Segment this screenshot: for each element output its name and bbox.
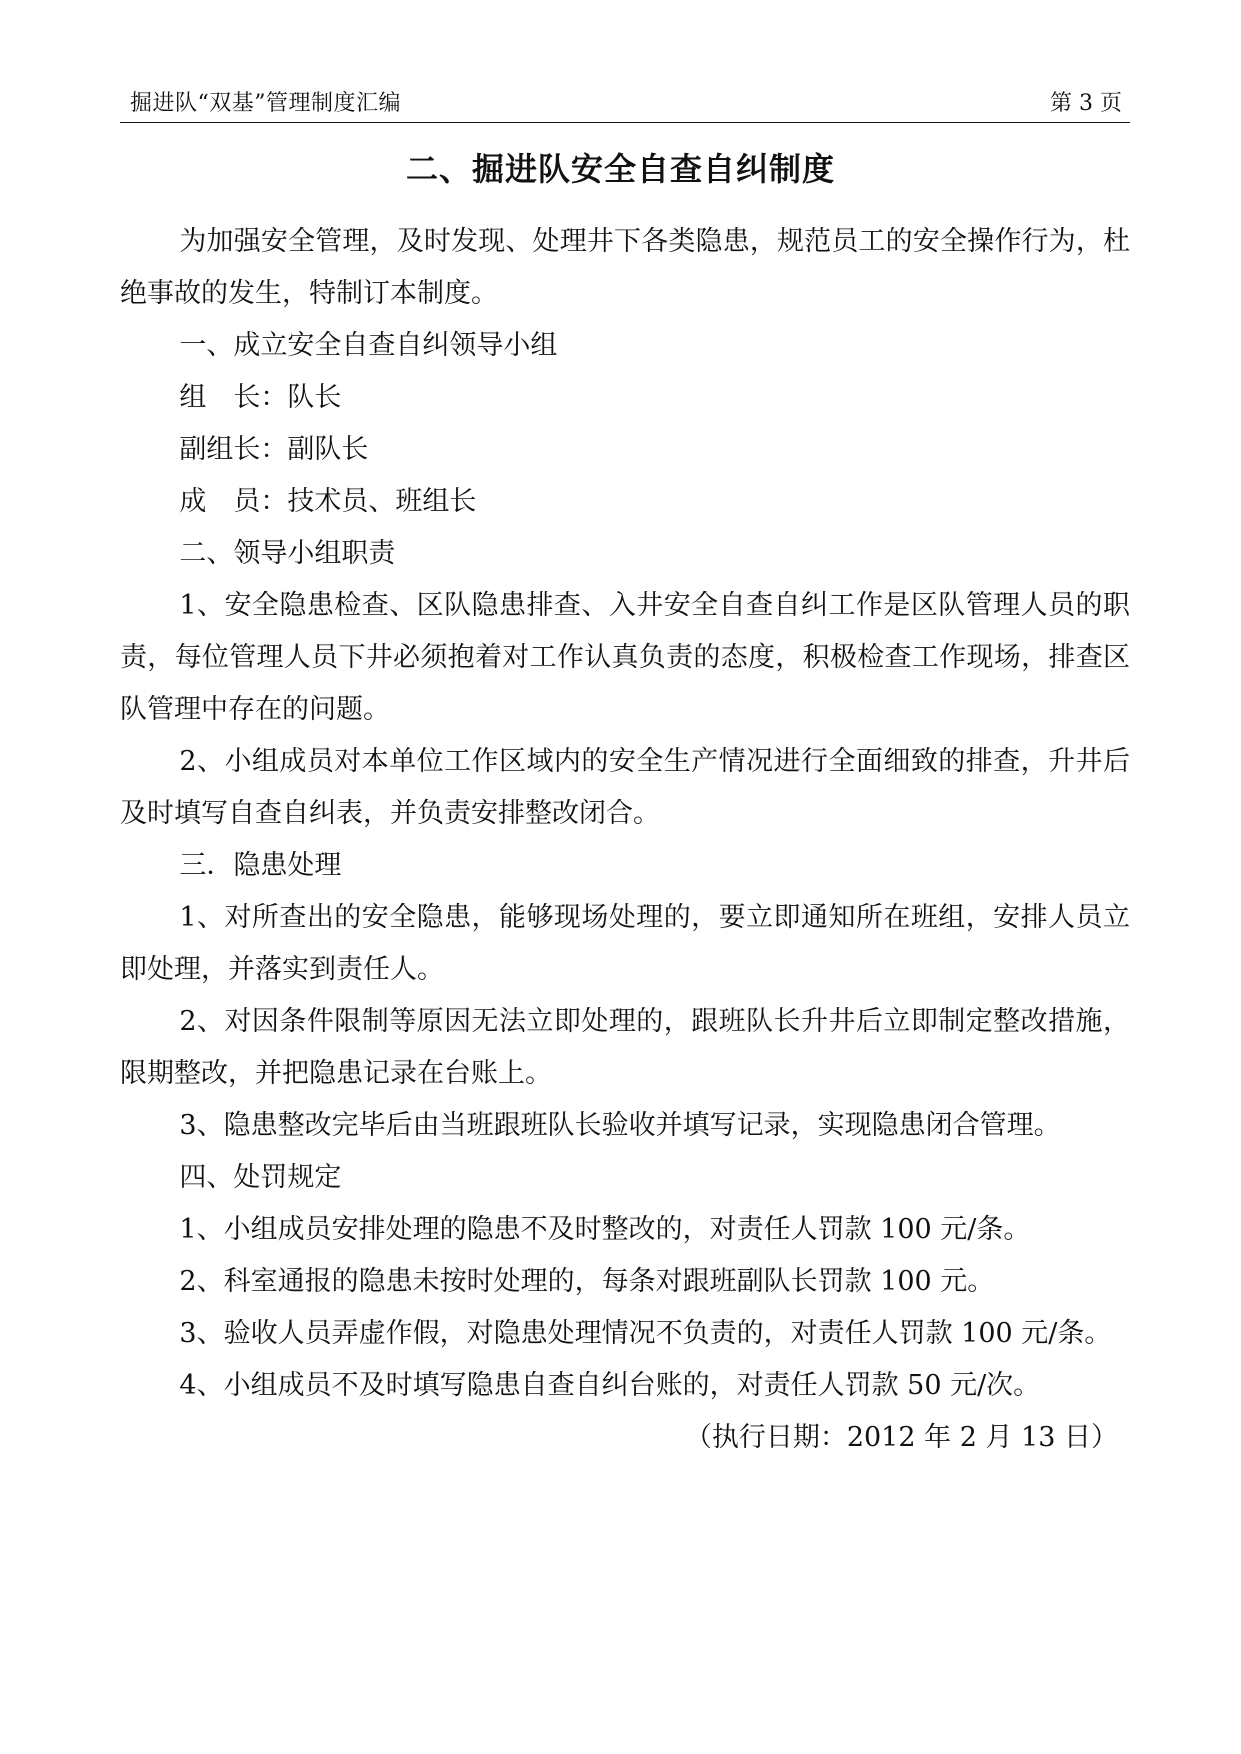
hazard-item-2: 2、对因条件限制等原因无法立即处理的，跟班队长升井后立即制定整改措施，限期整改，并把隐患记录在台账上。 [120, 1006, 1130, 1089]
heading-hazard-handling: 三．隐患处理 [179, 850, 342, 881]
intro-paragraph: 为加强安全管理，及时发现、处理井下各类隐患，规范员工的安全操作行为，杜绝事故的发生，特制订本制度。 [120, 226, 1130, 309]
page-header [120, 88, 1130, 123]
effective-date: （执行日期：2012 年 2 月 13 日） [684, 1422, 1118, 1453]
penalty-item-1: 1、小组成员安排处理的隐患不及时整改的，对责任人罚款 100 元/条。 [179, 1214, 1031, 1245]
heading-duties: 二、领导小组职责 [179, 538, 396, 569]
duty-item-1: 1、安全隐患检查、区队隐患排查、入井安全自查自纠工作是区队管理人员的职责，每位管理人员下井必须抱着对工作认真负责的态度，积极检查工作现场，排查区队管理中存在的问题。 [120, 590, 1130, 725]
penalty-item-4: 4、小组成员不及时填写隐患自查自纠台账的，对责任人罚款 50 元/次。 [179, 1370, 1041, 1401]
hazard-item-1: 1、对所查出的安全隐患，能够现场处理的，要立即通知所在班组，安排人员立即处理，并落实到责任人。 [120, 902, 1130, 985]
member-leader: 组 长：队长 [179, 382, 342, 413]
penalty-item-3: 3、验收人员弄虚作假，对隐患处理情况不负责的，对责任人罚款 100 元/条。 [179, 1318, 1112, 1349]
duty-item-2: 2、小组成员对本单位工作区域内的安全生产情况进行全面细致的排查，升井后及时填写自查自纠表，并负责安排整改闭合。 [120, 746, 1130, 829]
heading-leadership-group: 一、成立安全自查自纠领导小组 [179, 330, 558, 361]
header-page-number: 第 3 页 [1050, 91, 1122, 116]
document-body [120, 216, 1130, 1464]
heading-penalties: 四、处罚规定 [179, 1162, 342, 1193]
section-title: 二、掘进队安全自查自纠制度 [405, 150, 835, 188]
header-document-title: 掘进队“双基”管理制度汇编 [130, 91, 401, 116]
penalty-item-2: 2、科室通报的隐患未按时处理的，每条对跟班副队长罚款 100 元。 [179, 1266, 995, 1297]
member-deputy-leader: 副组长：副队长 [179, 434, 369, 465]
member-members: 成 员：技术员、班组长 [179, 486, 477, 517]
hazard-item-3: 3、隐患整改完毕后由当班跟班队长验收并填写记录，实现隐患闭合管理。 [179, 1110, 1061, 1141]
